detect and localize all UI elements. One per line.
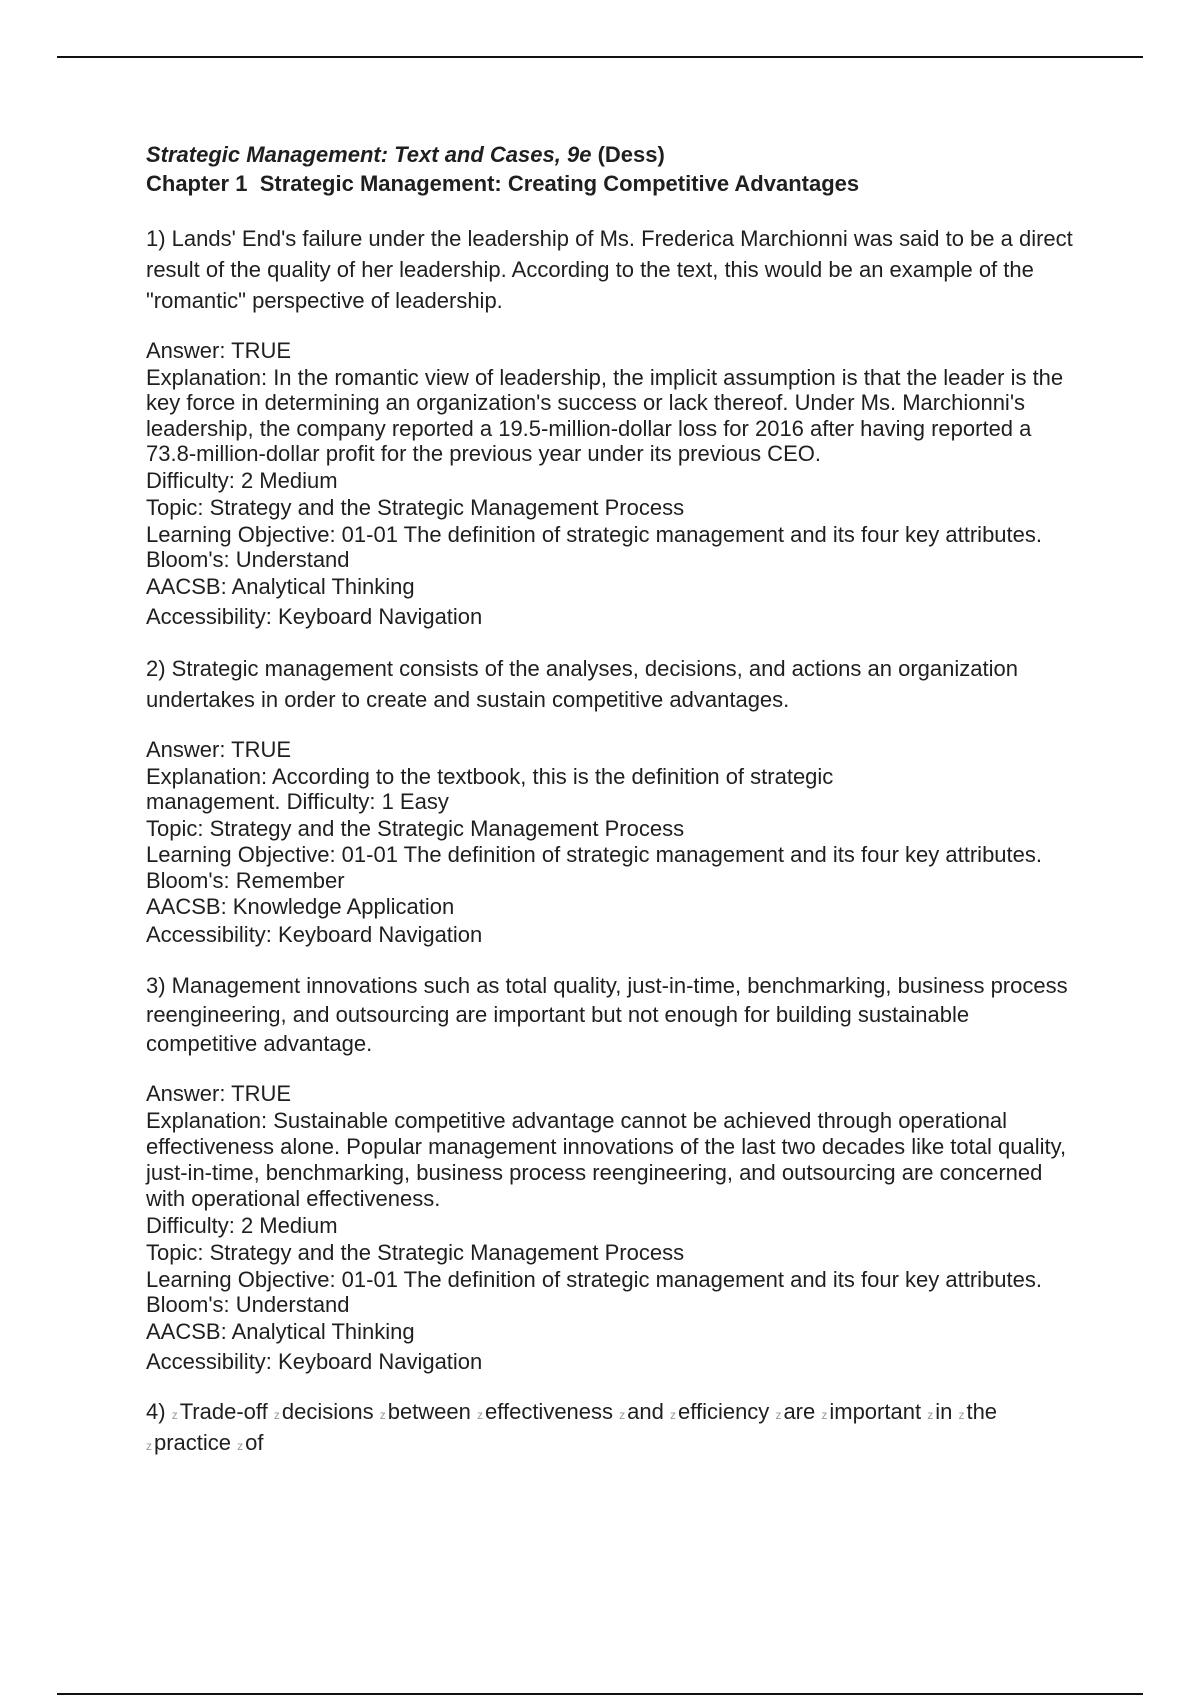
accessibility: Accessibility: Keyboard Navigation	[146, 1349, 483, 1374]
topic: Topic: Strategy and the Strategic Management Process	[146, 495, 685, 520]
question-4-word: Trade-off	[179, 1399, 268, 1424]
question-4-word: in	[935, 1399, 953, 1424]
question-4-word: between	[387, 1399, 471, 1424]
question-4-word: practice	[154, 1430, 232, 1455]
question-4-word: of	[245, 1430, 264, 1455]
question-4-words	[146, 1399, 997, 1455]
book-title: Strategic Management: Text and Cases, 9e	[146, 142, 592, 167]
question-2-text: 2) Strategic management consists of the analyses, decisions, and actions an organization undertakes in order to create and sustain competitive advantages.	[146, 656, 1018, 712]
watermark-marker: z	[927, 1408, 934, 1422]
watermark-marker: z	[670, 1408, 676, 1422]
difficulty: Difficulty: 2 Medium	[146, 1212, 338, 1238]
answer: Answer: TRUE	[146, 338, 292, 363]
author: (Dess)	[597, 142, 665, 167]
aacsb: AACSB: Analytical Thinking	[146, 1318, 415, 1344]
top-rule	[57, 56, 1143, 58]
watermark-marker: z	[379, 1408, 386, 1422]
learning-objective: Learning Objective: 01-01 The definition of strategic management and its four key attributes. Bloom's: Remember	[146, 842, 1042, 893]
watermark-marker: z	[237, 1439, 244, 1453]
watermark-marker: z	[273, 1408, 280, 1422]
question-4-word: are	[783, 1399, 816, 1424]
aacsb: AACSB: Analytical Thinking	[146, 573, 415, 599]
explanation: Explanation: Sustainable competitive advantage cannot be achieved through operational effectiveness alone. Popular management innovations of the last two decades like total quality, just-in-time, benchmarking, business process reengineering, and outsourcing are concerned with operational effectiveness.	[146, 1107, 1067, 1211]
watermark-marker: z	[775, 1408, 782, 1422]
chapter-title: Chapter 1 Strategic Management: Creating Competitive Advantages	[146, 171, 860, 196]
watermark-marker: z	[171, 1408, 178, 1422]
question-4-word: the	[966, 1399, 998, 1424]
question-1-meta	[146, 337, 1086, 633]
accessibility: Accessibility: Keyboard Navigation	[146, 921, 483, 947]
learning-objective: Learning Objective: 01-01 The definition of strategic management and its four key attributes. Bloom's: Understand	[146, 521, 1042, 572]
watermark-marker: z	[821, 1408, 828, 1422]
difficulty: Difficulty: 2 Medium	[146, 467, 338, 493]
document-body	[146, 140, 1086, 1460]
question-3-meta	[146, 1080, 1086, 1378]
watermark-marker: z	[146, 1439, 152, 1453]
question-1-text: 1) Lands' End's failure under the leadership of Ms. Frederica Marchionni was said to be a direct result of the quality of her leadership. According to the text, this would be an example of the "romantic" perspective of leadership.	[146, 226, 1073, 313]
watermark-marker: z	[477, 1408, 484, 1422]
accessibility: Accessibility: Keyboard Navigation	[146, 604, 483, 629]
question-4-text	[146, 1398, 1046, 1460]
question-4-word: decisions	[281, 1399, 374, 1424]
topic: Topic: Strategy and the Strategic Management Process	[146, 1240, 685, 1265]
answer: Answer: TRUE	[146, 1081, 292, 1106]
question-4-word: efficiency	[678, 1399, 770, 1424]
bottom-rule	[57, 1693, 1143, 1695]
explanation: Explanation: In the romantic view of leadership, the implicit assumption is that the leader is the key force in determining an organization's success or lack thereof. Under Ms. Marchionni's leadership, the company reported a 19.5-million-dollar loss for 2016 after having reported a 73.8-million-dollar profit for the previous year under its previous CEO.	[146, 364, 1064, 466]
watermark-marker: z	[958, 1408, 965, 1422]
aacsb: AACSB: Knowledge Application	[146, 894, 455, 919]
topic: Topic: Strategy and the Strategic Management Process	[146, 815, 685, 841]
question-4-word: effectiveness	[485, 1399, 614, 1424]
question-2-meta	[146, 736, 1086, 948]
book-title-line	[146, 140, 1086, 169]
watermark-marker: z	[619, 1408, 626, 1422]
question-3-text: 3) Management innovations such as total quality, just-in-time, benchmarking, business process reengineering, and outsourcing are important but not enough for building sustainable competitive advantage.	[146, 973, 1068, 1056]
question-4-word: and	[627, 1399, 664, 1424]
explanation: Explanation: According to the textbook, this is the definition of strategic management. Difficulty: 1 Easy	[146, 763, 834, 814]
question-4-word: important	[829, 1399, 922, 1424]
learning-objective: Learning Objective: 01-01 The definition of strategic management and its four key attributes. Bloom's: Understand	[146, 1266, 1042, 1317]
question-4-number: 4)	[146, 1399, 166, 1424]
answer: Answer: TRUE	[146, 737, 292, 762]
